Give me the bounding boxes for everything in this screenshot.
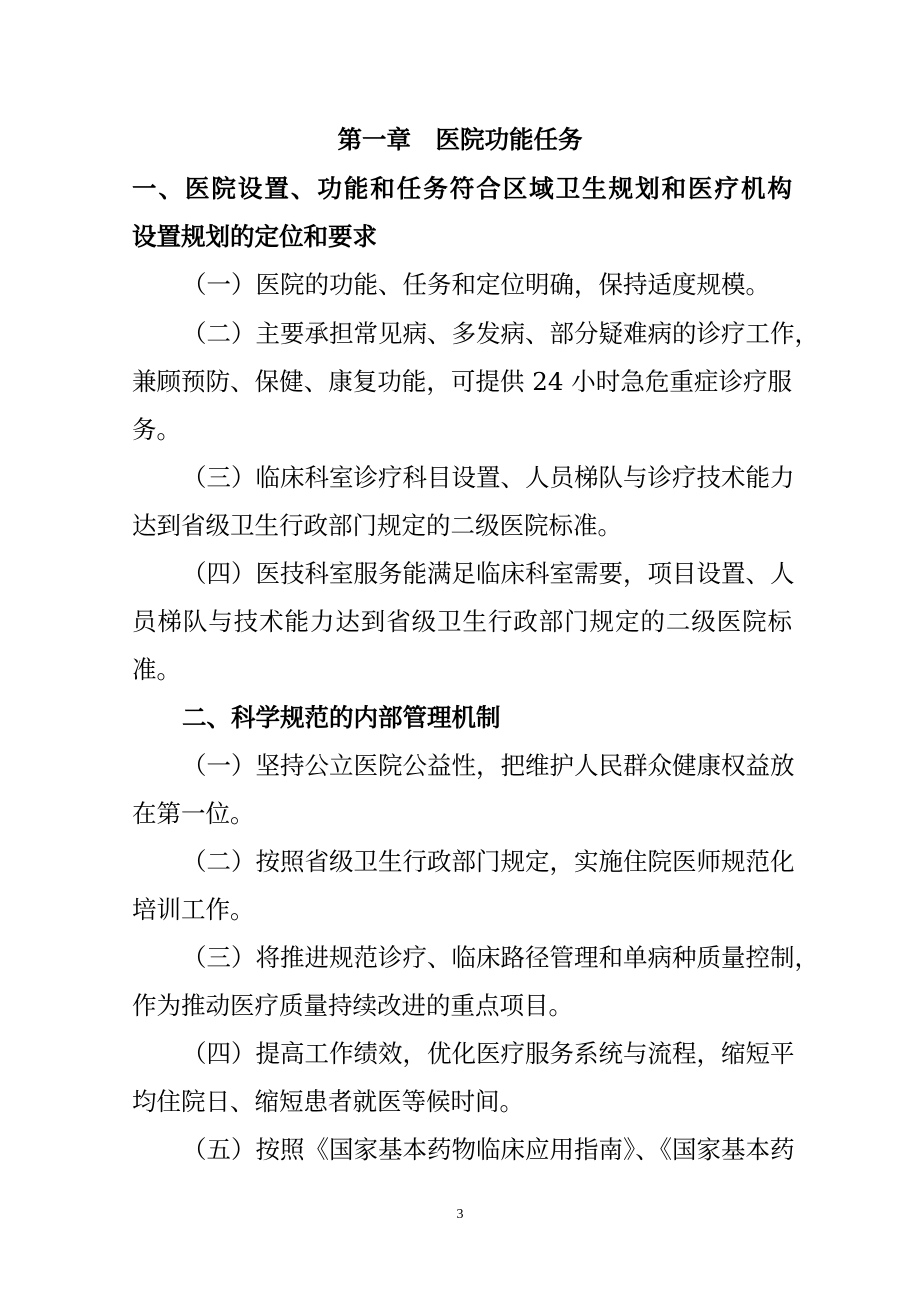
- section-1-heading-line-1: 一、医院设置、功能和任务符合区域卫生规划和医疗机构: [132, 174, 792, 203]
- section-2-item-4-line-2: 均住院日、缩短患者就医等候时间。: [132, 1087, 524, 1116]
- section-1-item-1-line-1: （一）医院的功能、任务和定位明确，保持适度规模。: [182, 270, 770, 299]
- section-2-item-1-line-1: （一）坚持公立医院公益性，把维护人民群众健康权益放: [182, 751, 795, 780]
- section-1-item-4-line-3: 准。: [132, 655, 181, 684]
- section-2-item-1-line-2: 在第一位。: [132, 799, 255, 828]
- section-2-item-2-line-2: 培训工作。: [132, 895, 255, 924]
- section-1-item-2-line-3: 务。: [132, 415, 181, 444]
- section-2-item-5-line-1: （五）按照《国家基本药物临床应用指南》、《国家基本药: [182, 1135, 795, 1164]
- section-1-item-2-line-2: 兼顾预防、保健、康复功能，可提供 24 小时急危重症诊疗服: [132, 367, 792, 396]
- section-1-item-3-line-1: （三）临床科室诊疗科目设置、人员梯队与诊疗技术能力: [182, 463, 795, 492]
- section-1-item-4-line-2: 员梯队与技术能力达到省级卫生行政部门规定的二级医院标: [132, 607, 792, 636]
- section-1-item-3-line-2: 达到省级卫生行政部门规定的二级医院标准。: [132, 511, 622, 540]
- section-2-item-2-line-1: （二）按照省级卫生行政部门规定，实施住院医师规范化: [182, 847, 795, 876]
- section-1-item-2-line-1: （二）主要承担常见病、多发病、部分疑难病的诊疗工作，: [182, 319, 819, 348]
- section-2-item-3-line-2: 作为推动医疗质量持续改进的重点项目。: [132, 991, 573, 1020]
- page-number: 3: [456, 1207, 464, 1222]
- section-2-heading: 二、科学规范的内部管理机制: [182, 703, 501, 732]
- section-2-item-3-line-1: （三）将推进规范诊疗、临床路径管理和单病种质量控制，: [182, 943, 819, 972]
- section-1-item-4-line-1: （四）医技科室服务能满足临床科室需要，项目设置、人: [182, 559, 795, 588]
- chapter-title: 第一章 医院功能任务: [337, 125, 583, 154]
- section-1-heading-line-2: 设置规划的定位和要求: [132, 222, 377, 251]
- section-2-item-4-line-1: （四）提高工作绩效，优化医疗服务系统与流程，缩短平: [182, 1039, 795, 1068]
